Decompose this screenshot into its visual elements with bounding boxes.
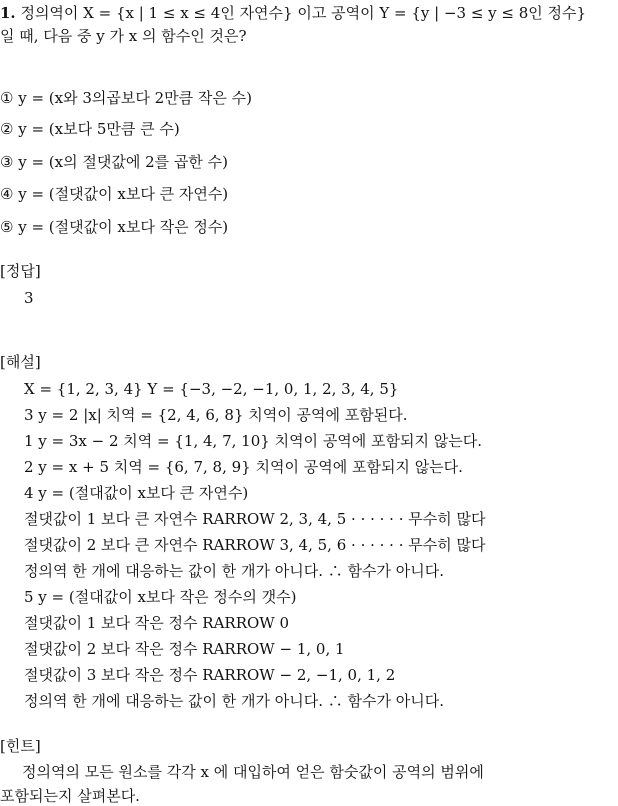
- explanation-line: 절댓값이 2 보다 작은 정수 RARROW − 1, 0, 1: [24, 640, 345, 658]
- explanation-line: 정의역 한 개에 대응하는 값이 한 개가 아니다. ∴ 함수가 아니다.: [24, 692, 444, 710]
- question-number: 1.: [0, 4, 16, 22]
- explanation-line: 1 y = 3x − 2 치역 = {1, 4, 7, 10} 치역이 공역에 포함되지 않는다.: [24, 432, 483, 450]
- answer-value: 3: [24, 289, 34, 307]
- explanation-line: 절댓값이 1 보다 작은 정수 RARROW 0: [24, 614, 290, 632]
- explanation-line: 절댓값이 1 보다 큰 자연수 RARROW 2, 3, 4, 5 · · · · · · 무수히 많다: [24, 510, 486, 528]
- hint-heading: [힌트]: [0, 737, 41, 755]
- option-2: ② y = (x보다 5만큼 큰 수): [0, 120, 180, 138]
- explanation-line: 절댓값이 3 보다 작은 정수 RARROW − 2, −1, 0, 1, 2: [24, 666, 396, 684]
- answer-heading: [정답]: [0, 262, 41, 280]
- option-3: ③ y = (x의 절댓값에 2를 곱한 수): [0, 153, 228, 171]
- explanation-line: 2 y = x + 5 치역 = {6, 7, 8, 9} 치역이 공역에 포함되지 않는다.: [24, 458, 463, 476]
- explanation-line: X = {1, 2, 3, 4} Y = {−3, −2, −1, 0, 1, 2, 3, 4, 5}: [24, 380, 399, 398]
- explanation-heading: [해설]: [0, 353, 41, 371]
- option-4: ④ y = (절댓값이 x보다 큰 자연수): [0, 185, 229, 203]
- explanation-line: 절댓값이 2 보다 큰 자연수 RARROW 3, 4, 5, 6 · · · · · · 무수히 많다: [24, 536, 486, 554]
- hint-line-2: 포함되는지 살펴본다.: [0, 787, 140, 805]
- option-1: ① y = (x와 3의곱보다 2만큼 작은 수): [0, 89, 253, 107]
- explanation-line: 정의역 한 개에 대응하는 값이 한 개가 아니다. ∴ 함수가 아니다.: [24, 562, 444, 580]
- explanation-line: 4 y = (절대값이 x보다 큰 자연수): [24, 484, 249, 502]
- question-text-1: 정의역이 X = {x | 1 ≤ x ≤ 4인 자연수} 이고 공역이 Y = {y | −3 ≤ y ≤ 8인 정수}: [20, 4, 587, 22]
- explanation-line: 5 y = (절대값이 x보다 작은 정수의 갯수): [24, 588, 297, 606]
- explanation-line: 3 y = 2 |x| 치역 = {2, 4, 6, 8} 치역이 공역에 포함된다.: [24, 406, 408, 424]
- question-line-1: [0, 4, 586, 22]
- option-5: ⑤ y = (절댓값이 x보다 작은 정수): [0, 218, 229, 236]
- hint-line-1: 정의역의 모든 원소를 각각 x 에 대입하여 얻은 함숫값이 공역의 범위에: [22, 763, 484, 781]
- question-line-2: 일 때, 다음 중 y 가 x 의 함수인 것은?: [0, 27, 247, 45]
